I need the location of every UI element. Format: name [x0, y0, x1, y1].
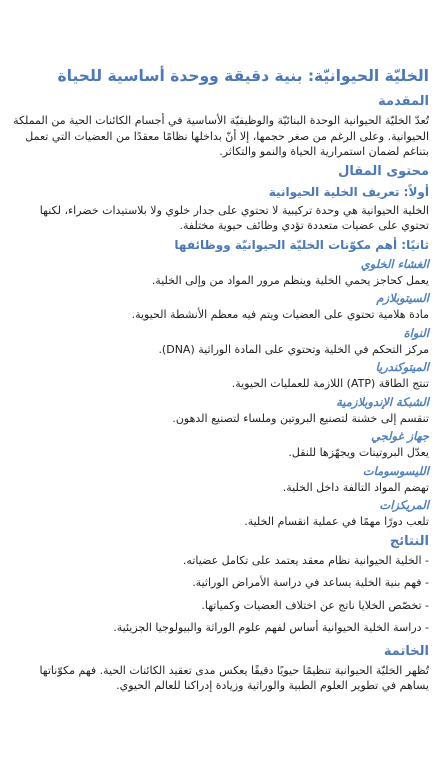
organelle-description: يعمل كحاجز يحمي الخلية وينظم مرور المواد من وإلى الخلية.	[151, 273, 429, 287]
organelle-name: جهاز غولجي	[371, 429, 429, 443]
article-title: الخليّة الحيوانيّة: بنية دقيقة ووحدة أساسية للحياة	[57, 67, 429, 85]
organelle-description: يعدّل البروتينات ويجهّزها للنقل.	[288, 446, 429, 459]
section1-paragraph: الخلية الحيوانية هي وحدة تركيبية لا تحتوي على جدار خلوي ولا بلاستيدات خضراء، لكنها تحتوي على عضيات متعددة تؤدي وظائف حيوية مختلفة.	[39, 203, 429, 232]
organelle-description: تنقسم إلى خشنة لتصنيع البروتين وملساء لتصنيع الدهون.	[172, 411, 429, 425]
list-item: - تخصّص الخلايا ناتج عن اختلاف العضيات وكمياتها.	[201, 598, 429, 612]
organelle-name: الغشاء الخلوي	[360, 256, 429, 271]
section1-heading: أولاً: تعريف الخلية الحيوانية	[268, 184, 429, 199]
organelle-name: الميتوكندريا	[375, 360, 429, 374]
conclusion-heading: الخاتمة	[383, 643, 429, 659]
results-heading: النتائج	[389, 533, 429, 549]
organelle-description: مادة هلامية تحتوي على العضيات ويتم فيه معظم الأنشطة الحيوية.	[131, 308, 429, 321]
organelle-name: الشبكة الإندوبلازمية	[336, 394, 429, 409]
organelle-description: تلعب دورًا مهمًا في عملية انقسام الخلية.	[244, 515, 429, 528]
organelle-name: السيتوبلازم	[376, 291, 429, 305]
list-item: - دراسة الخلية الحيوانية أساس لفهم علوم الوراثة والبيولوجيا الجزيئية.	[113, 621, 429, 634]
intro-paragraph: تُعدّ الخليّة الحيوانية الوحدة البنائيّة والوظيفيّة الأساسية في أجسام الكائنات الحية من المملكة الحيوانية. وعلى الرغم من صغر حجمها، إلا أنّ بداخلها نظامًا معقدًا من العضيات التي تعمل بتناغم لضمان استمرارية الحياة والنمو والتكاثر.	[13, 114, 429, 158]
results-list	[12, 553, 429, 636]
organelle-description: تنتج الطاقة (ATP) اللازمة للعمليات الحيوية.	[231, 377, 429, 390]
organelle-name: المريكزات	[379, 498, 429, 512]
intro-heading: المقدمة	[378, 94, 429, 109]
section2-heading: ثانيًا: أهم مكوّنات الخليّة الحيوانيّة ووظائفها	[174, 237, 429, 252]
list-item: - فهم بنية الخلية يساعد في دراسة الأمراض الوراثية.	[192, 576, 429, 589]
content-heading: محتوى المقال	[338, 163, 429, 179]
organelle-description: مركز التحكم في الخلية وتحتوي على المادة الوراثية (DNA).	[158, 342, 429, 356]
list-item: - الخلية الحيوانية نظام معقد يعتمد على تكامل عضياته.	[182, 553, 429, 567]
organelle-description: تهضم المواد التالفة داخل الخلية.	[282, 480, 429, 494]
organelle-name: الليسوسومات	[362, 463, 429, 478]
organelle-name: النواة	[403, 325, 429, 340]
conclusion-paragraph: تُظهر الخليّة الحيوانية تنظيمًا حيويًا دقيقًا يعكس مدى تعقيد الكائنات الحية. فهم مكوّناتها يساهم في تطوير العلوم الطبية والوراثية وزيادة إدراكنا للعالم الحيوي.	[39, 663, 429, 692]
